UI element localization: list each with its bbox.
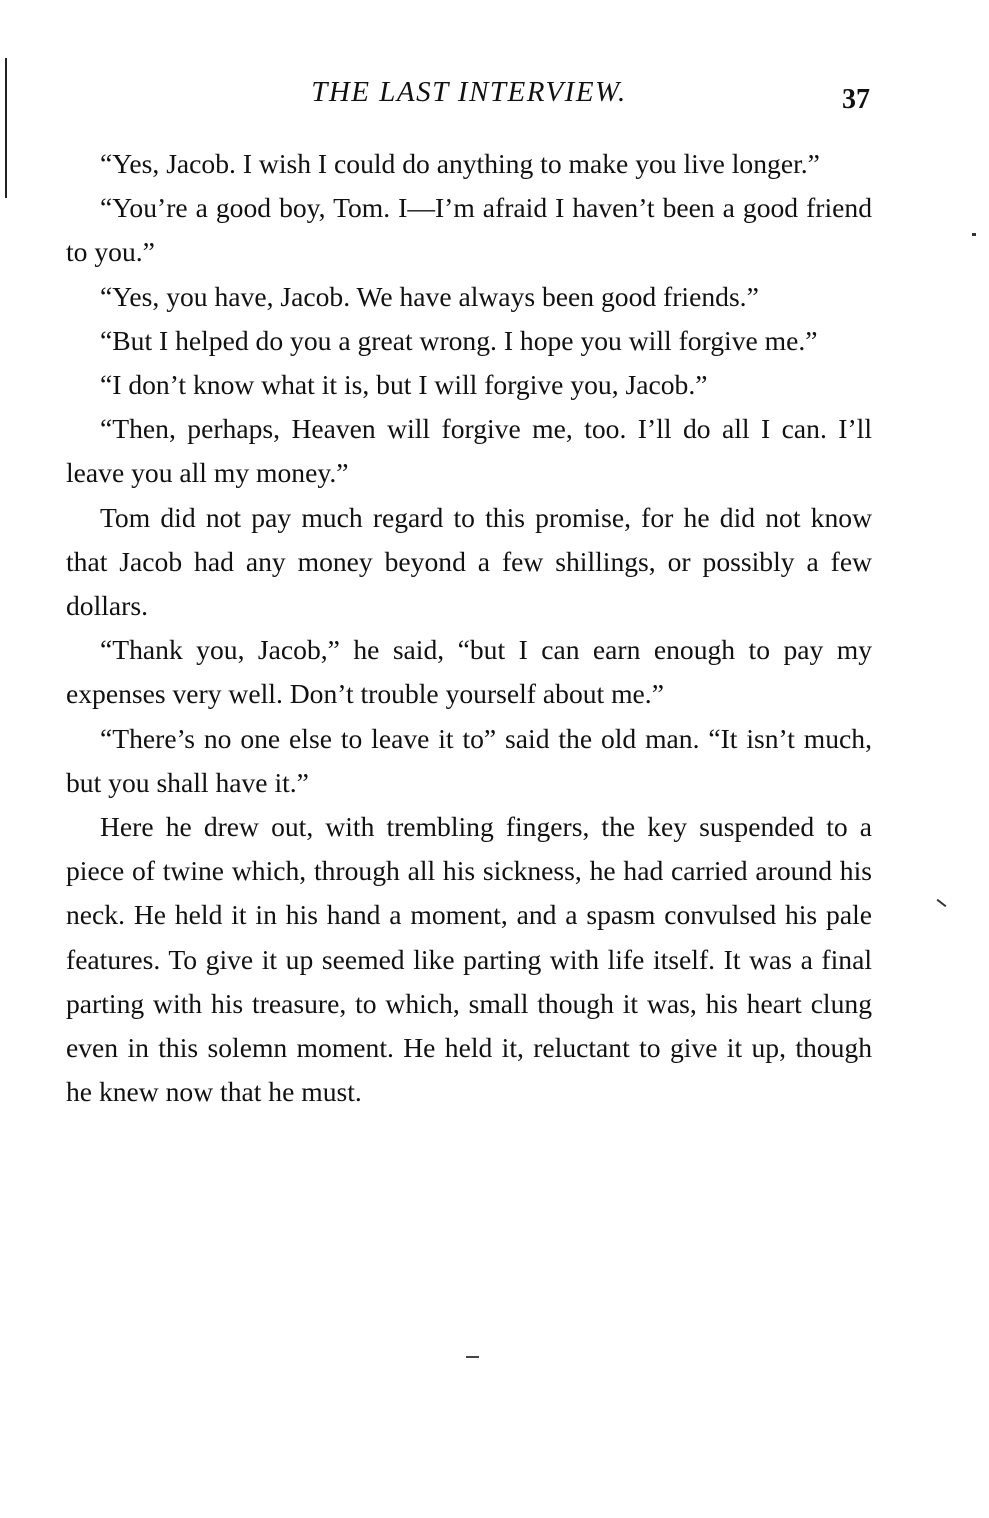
scan-speck [972, 233, 976, 236]
scan-dash [466, 1356, 479, 1358]
paragraph: “I don’t know what it is, but I will forgive you, Jacob.” [100, 369, 708, 401]
scan-speck [937, 899, 947, 907]
paragraph: “You’re a good boy, Tom. I—I’m afraid I haven’t been a good friend to you.” [66, 192, 872, 268]
paragraph: “Thank you, Jacob,” he said, “but I can earn enough to pay my expenses very well. Don’t trouble yourself about me.” [66, 634, 872, 710]
paragraph: Here he drew out, with trembling fingers, the key suspended to a piece of twine which, through all his sickness, he had carried around his neck. He held it in his hand a moment, and a spasm convulsed his pale features. To give it up seemed like parting with life itself. It was a final parting with his treasure, to which, small though it was, his heart clung even in this solemn moment. He held it, reluctant to give it up, though he knew now that he must. [66, 811, 872, 1108]
running-head: THE LAST INTERVIEW. [311, 76, 627, 108]
scan-margin-line [5, 58, 7, 198]
paragraph: “Yes, you have, Jacob. We have always been good friends.” [100, 280, 759, 312]
paragraph: “There’s no one else to leave it to” said the old man. “It isn’t much, but you shall have it.” [66, 722, 872, 798]
page-number: 37 [842, 84, 870, 115]
paragraph: “Then, perhaps, Heaven will forgive me, too. I’ll do all I can. I’ll leave you all my money.” [66, 413, 872, 489]
paragraph: “But I helped do you a great wrong. I hope you will forgive me.” [100, 324, 818, 356]
body-text [66, 142, 872, 1114]
page-header [66, 72, 872, 116]
paragraph: “Yes, Jacob. I wish I could do anything to make you live longer.” [100, 148, 820, 179]
paragraph: Tom did not pay much regard to this promise, for he did not know that Jacob had any money beyond a few shillings, or possibly a few dollars. [66, 501, 872, 622]
